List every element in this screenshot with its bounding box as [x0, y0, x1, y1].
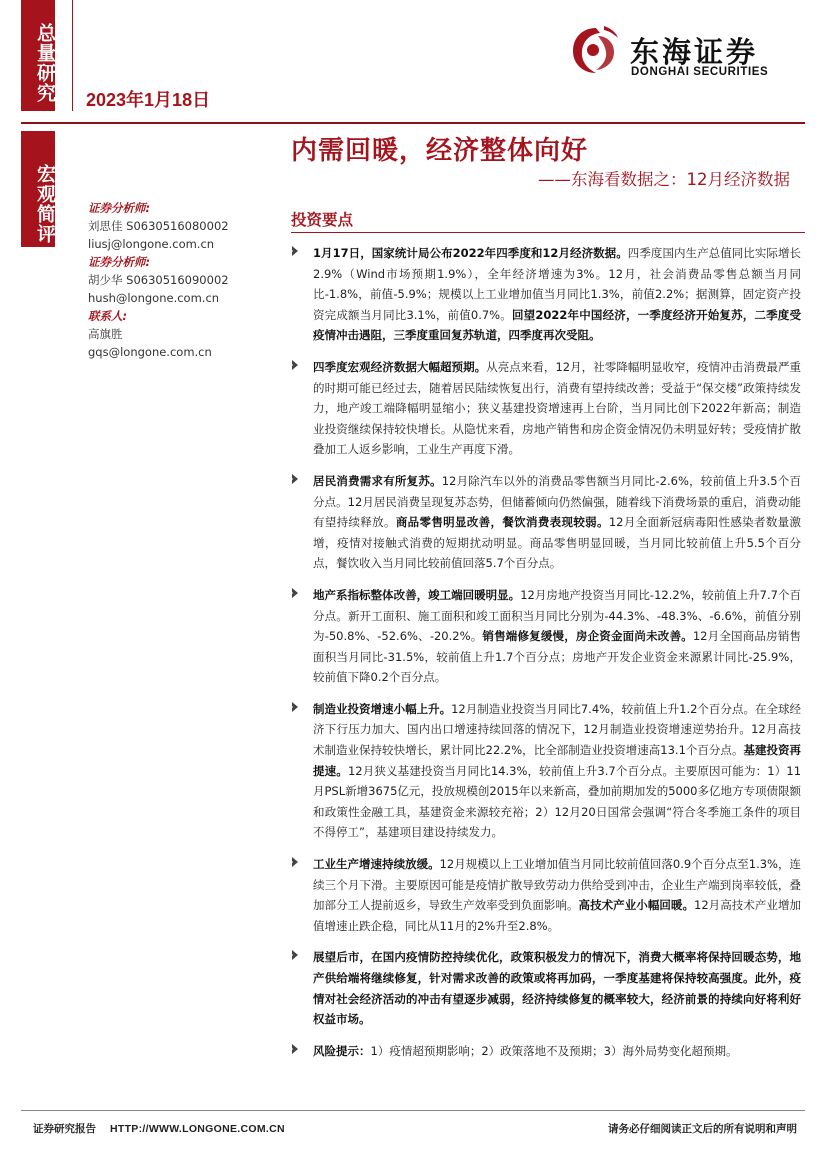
key-point-text: 12月全国商品房销售面积当月同比-31.5%，较前值上升1.7个百分点；房地产开发企业资金来源累计同比-25.9%，较前值下降0.2个百分点。	[313, 629, 802, 685]
arrow-bullet-icon	[292, 702, 298, 712]
brand-name-cn: 东海证券	[630, 35, 759, 69]
footer-rule	[21, 1110, 805, 1111]
key-point-item	[291, 1041, 801, 1062]
section-rule	[291, 232, 805, 233]
contact-email[interactable]: gqs@longone.com.cn	[88, 345, 212, 359]
analyst-email[interactable]: hush@longone.com.cn	[88, 291, 220, 305]
key-point-emphasis: 地产系指标整体改善，竣工端回暖明显。	[313, 587, 521, 602]
arrow-bullet-icon	[292, 474, 298, 484]
key-point-text: 1）疫情超预期影响；2）政策落地不及预期；3）海外局势变化超预期。	[370, 1043, 738, 1058]
key-point-emphasis: 展望后市，在国内疫情防控持续优化，政策积极发力的情况下，消费大概率将保持回暖态势，地产供给端将继续修复，针对需求改善的政策或将再加码，一季度基建将保持较高强度。此外，疫情对社会经济活动的冲击有望逐步减弱，经济持续修复的概率较大，经济前景的持续向好将利好权益市场。	[313, 950, 801, 1027]
report-title: 内需回暖，经济整体向好	[291, 136, 589, 166]
key-point-emphasis: 制造业投资增速小幅上升。	[313, 701, 452, 716]
key-point-emphasis: 基建投资再提速。	[313, 743, 802, 778]
key-point-text: 12月房地产投资当月同比-12.2%，较前值上升7.7个百分点。新开工面积、施工面积和竣工面积当月同比分别为-44.3%、-48.3%、-6.6%，前值分别为-50.8%、-52.6%、-20.2%。	[313, 587, 801, 644]
arrow-bullet-icon	[292, 246, 298, 256]
key-point-emphasis: 回望2022年中国经济，一季度经济开始复苏，二季度受疫情冲击遇阻，三季度重回复苏轨道，四季度再次受阻。	[313, 307, 801, 343]
key-points-list	[291, 243, 801, 1072]
header-divider	[72, 0, 73, 111]
key-point-item	[291, 699, 801, 843]
key-point-text: 12月全面新冠病毒阳性感染者数量激增，疫情对接触式消费的短期扰动明显。商品零售明显回暖，当月同比较前值上升5.5个百分点，餐饮收入当月同比较前值回落5.7个百分点。	[313, 515, 802, 571]
header-rule	[21, 122, 805, 124]
key-point-emphasis: 1月17日，国家统计局公布2022年四季度和12月经济数据。	[313, 246, 628, 260]
footer-url-link[interactable]: HTTP://WWW.LONGONE.COM.CN	[110, 1123, 285, 1135]
report-type-tab: 宏观简评	[21, 131, 55, 247]
key-point-emphasis: 四季度宏观经济数据大幅超预期。	[313, 359, 487, 374]
arrow-bullet-icon	[292, 857, 298, 867]
key-point-text: 从亮点来看，12月，社零降幅明显收窄，疫情冲击消费最严重的时期可能已经过去，随着居民陆续恢复出行，消费有望持续改善；受益于“保交楼”政策持续发力，地产竣工端降幅明显缩小；狭义基建投资增速再上台阶，当月同比创下2022年新高；制造业投资继续保持较快增长。从隐忧来看，房地产销售和房企资金情况仍未明显好转；受疫情扩散叠加工人返乡影响，工业生产再度下滑。	[313, 359, 801, 457]
key-point-emphasis: 风险提示：	[313, 1043, 371, 1058]
arrow-bullet-icon	[292, 1044, 298, 1054]
footer-left	[33, 1121, 285, 1136]
key-point-text: 12月除汽车以外的消费品零售额当月同比-2.6%，较前值上升3.5个百分点。12月居民消费呈现复苏态势，但储蓄倾向仍然偏强，随着线下消费场景的重启，消费动能有望持续释放。	[313, 473, 801, 530]
analyst-name: 刘思佳 S0630516080002	[88, 219, 229, 233]
key-point-item	[291, 585, 801, 688]
arrow-bullet-icon	[292, 588, 298, 598]
report-category-tab: 总量研究	[21, 0, 55, 111]
brand-name-en: DONGHAI SECURITIES	[631, 66, 769, 78]
report-subtitle: ——东海看数据之：12月经济数据	[538, 170, 790, 189]
key-point-item	[291, 243, 801, 346]
key-point-emphasis: 商品零售明显改善，餐饮消费表现较弱。	[395, 515, 609, 530]
key-point-item	[291, 357, 801, 460]
analyst-sidebar	[88, 199, 268, 361]
key-point-text: 12月高技术产业增加值增速止跌企稳，同比从11月的2%升至2.8%。	[313, 898, 801, 933]
key-point-text: 12月制造业投资当月同比7.4%，较前值上升1.2个百分点。在全球经济下行压力加大、国内出口增速持续回落的情况下，12月制造业投资增速逆势抬升。12月高技术制造业保持较快增长，累计同比22.2%，比全部制造业投资增速高13.1个百分点。	[313, 701, 801, 758]
contact-label: 联系人:	[88, 309, 128, 323]
key-point-emphasis: 销售端修复缓慢，房企资金面尚未改善。	[482, 629, 693, 644]
analyst-label: 证券分析师:	[88, 201, 151, 215]
key-point-text: 12月规模以上工业增加值当月同比较前值回落0.9个百分点至1.3%，连续三个月下滑。主要原因可能是疫情扩散导致劳动力供给受到冲击，企业生产端到岗率较低，叠加部分工人提前返乡，导致生产效率受到负面影响。	[313, 857, 802, 913]
key-point-item	[291, 947, 801, 1029]
contact-name: 高旗胜	[88, 327, 123, 341]
analyst-name: 胡少华 S0630516090002	[88, 273, 229, 287]
key-point-text: 四季度国内生产总值同比实际增长2.9%（Wind市场预期1.9%），全年经济增速为3%。12月，社会消费品零售总额当月同比-1.8%，前值-5.9%；规模以上工业增加值当月同比1.3%，前值2.2%；据测算，固定资产投资完成额当月同比3.1%，前值0.7%。	[313, 246, 802, 322]
key-point-emphasis: 工业生产增速持续放缓。	[313, 857, 440, 872]
arrow-bullet-icon	[292, 950, 298, 960]
analyst-label: 证券分析师:	[88, 255, 151, 269]
key-point-item	[291, 854, 801, 936]
report-date: 2023年1月18日	[86, 90, 211, 110]
key-point-item	[291, 471, 801, 574]
key-point-text: 12月狭义基建投资当月同比14.3%，较前值上升3.7个百分点。主要原因可能为：1）11月PSL新增3675亿元，投放规模创2015年以来新高，叠加前期加发的5000多亿地方专项债限额和政策性金融工具，基建资金来源较充裕；2）12月20日国常会强调“符合冬季施工条件的项目不得停工”，基建项目建设持续发力。	[313, 763, 802, 840]
footer-label: 证券研究报告	[33, 1123, 96, 1135]
donghai-logo-icon	[568, 22, 622, 78]
footer-disclaimer: 请务必仔细阅读正文后的所有说明和声明	[608, 1123, 797, 1135]
key-point-emphasis: 居民消费需求有所复苏。	[313, 473, 442, 488]
analyst-email[interactable]: liusj@longone.com.cn	[88, 237, 215, 251]
key-point-emphasis: 高技术产业小幅回暖。	[578, 898, 694, 913]
arrow-bullet-icon	[292, 360, 298, 370]
section-heading: 投资要点	[291, 211, 354, 229]
